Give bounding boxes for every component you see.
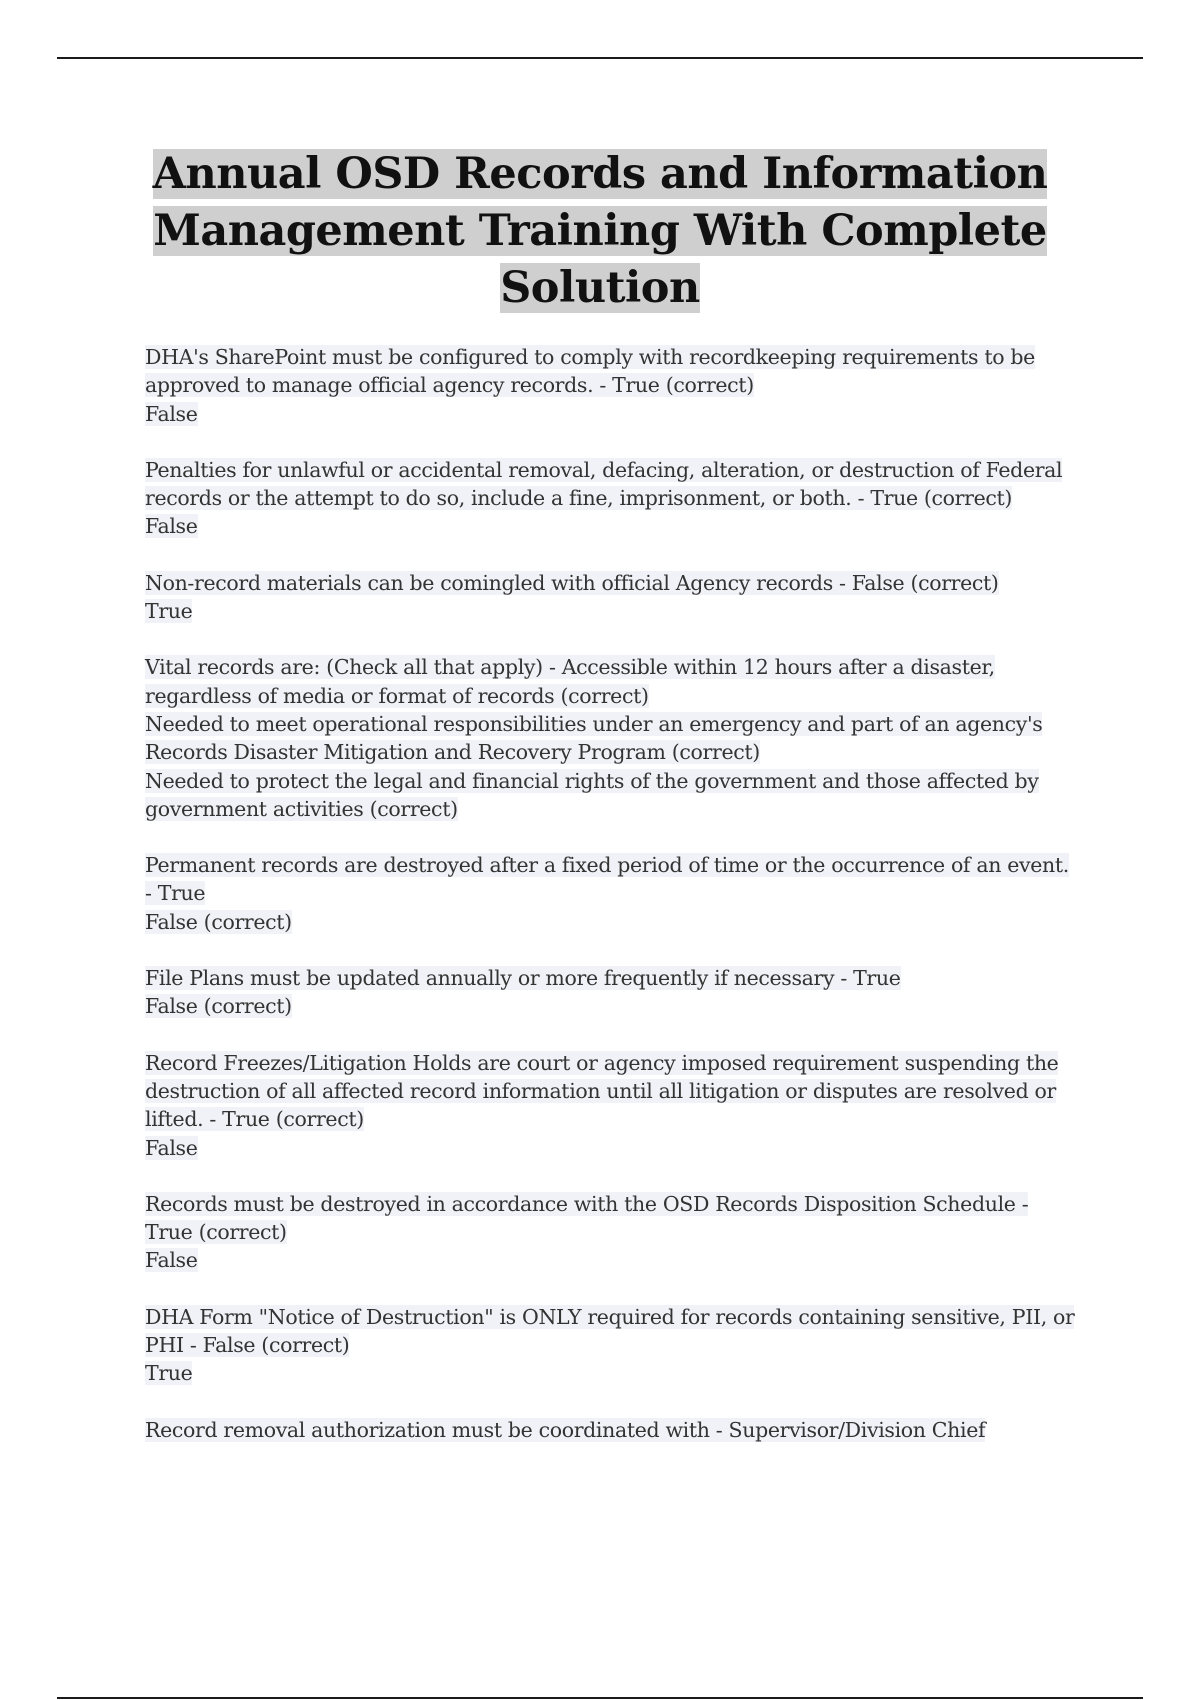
qa-line: Records Disaster Mitigation and Recovery Program (correct) (145, 740, 760, 765)
qa-line: Record Freezes/Litigation Holds are court or agency imposed requirement suspending the (145, 1050, 1059, 1075)
qa-line: False (145, 514, 198, 539)
qa-line: Needed to protect the legal and financial rights of the government and those affected by (145, 768, 1039, 793)
qa-line: regardless of media or format of records (correct) (145, 683, 649, 708)
document-title (0, 146, 1200, 317)
qa-item-9 (145, 1303, 1105, 1388)
qa-item-2 (145, 456, 1105, 541)
title-line-3: Solution (500, 263, 700, 313)
qa-line: Records must be destroyed in accordance with the OSD Records Disposition Schedule - (145, 1191, 1029, 1216)
qa-line: False (145, 1248, 198, 1273)
qa-line: DHA's SharePoint must be configured to comply with recordkeeping requirements to be (145, 345, 1035, 369)
title-line (0, 260, 1200, 317)
qa-line: government activities (correct) (145, 796, 458, 821)
qa-line: File Plans must be updated annually or more frequently if necessary - True (145, 966, 901, 991)
qa-line: Permanent records are destroyed after a fixed period of time or the occurrence of an event. (145, 853, 1069, 878)
qa-item-10 (145, 1416, 1105, 1444)
qa-line: approved to manage official agency records. - True (correct) (145, 373, 754, 398)
title-line-2: Management Training With Complete (153, 206, 1047, 256)
qa-line: False (145, 1135, 198, 1160)
qa-item-5 (145, 851, 1105, 936)
qa-line: PHI - False (correct) (145, 1333, 350, 1358)
qa-item-6 (145, 964, 1105, 1021)
qa-line: DHA Form "Notice of Destruction" is ONLY required for records containing sensitive, PII, or (145, 1304, 1075, 1329)
title-line (0, 146, 1200, 203)
qa-line: destruction of all affected record information until all litigation or disputes are resolved or (145, 1078, 1056, 1103)
qa-list (145, 343, 1105, 1472)
qa-line: True (correct) (145, 1220, 287, 1245)
qa-item-3 (145, 569, 1105, 626)
qa-line: False (correct) (145, 994, 292, 1019)
top-rule (57, 57, 1143, 59)
qa-item-4 (145, 653, 1105, 823)
qa-line: - True (145, 881, 206, 906)
title-line (0, 203, 1200, 260)
qa-line: lifted. - True (correct) (145, 1107, 364, 1132)
qa-line: True (145, 1361, 193, 1386)
qa-line: False (correct) (145, 909, 292, 934)
qa-item-1 (145, 343, 1105, 428)
qa-line: records or the attempt to do so, include a fine, imprisonment, or both. - True (correct) (145, 486, 1013, 511)
qa-line: Vital records are: (Check all that apply) - Accessible within 12 hours after a disaster, (145, 655, 995, 680)
title-line-1: Annual OSD Records and Information (152, 149, 1048, 199)
qa-line: Needed to meet operational responsibilities under an emergency and part of an agency's (145, 711, 1043, 736)
qa-line: True (145, 599, 193, 624)
qa-line: Non-record materials can be comingled with official Agency records - False (correct) (145, 570, 999, 595)
qa-line: Record removal authorization must be coordinated with - Supervisor/Division Chief (145, 1417, 986, 1442)
qa-item-8 (145, 1190, 1105, 1275)
qa-line: False (145, 401, 198, 426)
bottom-rule (57, 1697, 1143, 1699)
qa-item-7 (145, 1049, 1105, 1162)
qa-line: Penalties for unlawful or accidental removal, defacing, alteration, or destruction of Federal (145, 457, 1063, 482)
